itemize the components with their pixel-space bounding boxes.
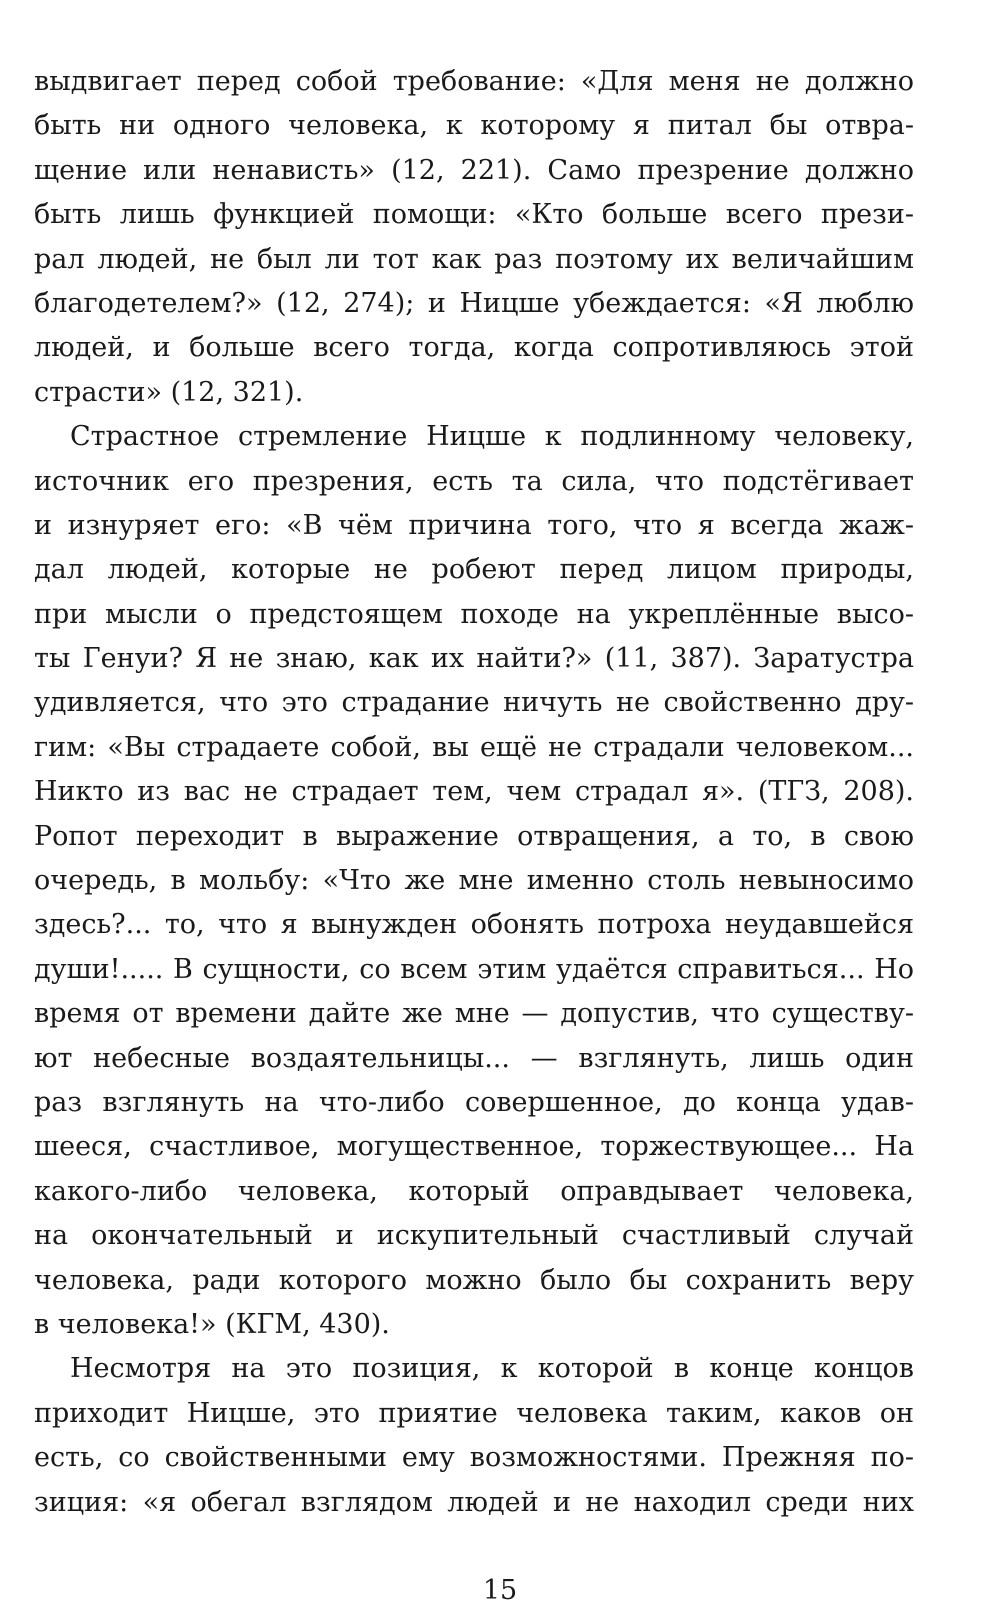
text-line: и изнуряет его: «В чём причина того, что я всегда жаж- xyxy=(34,509,914,541)
paragraph-start-line: Несмотря на это позиция, к которой в конце концов xyxy=(70,1353,914,1385)
text-line: выдвигает перед собой требование: «Для меня не должно xyxy=(34,66,914,97)
text-line: есть, со свойственными ему возможностями. Прежняя по- xyxy=(34,1442,914,1474)
text-line: быть ни одного человека, к которому я питал бы отвра- xyxy=(34,110,914,142)
text-line: дал людей, которые не робеют перед лицом природы, xyxy=(34,554,914,586)
text-line: очередь, в мольбу: «Что же мне именно столь невыносимо xyxy=(34,865,914,897)
text-line: ты Генуи? Я не знаю, как их найти?» (11, 387). Заратустра xyxy=(34,643,914,675)
paragraph-start-line: Страстное стремление Ницше к подлинному человеку, xyxy=(70,421,914,453)
text-line: ют небесные воздаятельницы... — взглянуть, лишь один xyxy=(34,1042,914,1074)
paragraph-end-line: в человека!» (КГМ, 430). xyxy=(34,1308,390,1340)
text-line: зиция: «я обегал взглядом людей и не находил среди них xyxy=(34,1486,914,1518)
text-line: источник его презрения, есть та сила, что подстёгивает xyxy=(34,465,914,497)
text-line: приходит Ницше, это приятие человека таким, каков он xyxy=(34,1397,914,1429)
text-line: щение или ненависть» (12, 221). Само презрение должно xyxy=(34,154,914,186)
text-line: время от времени дайте же мне — допустив, что существу- xyxy=(34,998,914,1030)
text-line: здесь?... то, что я вынужден обонять потроха неудавшейся xyxy=(34,909,914,941)
text-line: какого-либо человека, который оправдывает человека, xyxy=(34,1175,914,1207)
text-line: гим: «Вы страдаете собой, вы ещё не страдали человеком... xyxy=(34,731,914,763)
paragraph-end-line: страсти» (12, 321). xyxy=(34,376,304,408)
text-line: при мысли о предстоящем походе на укреплённые высо- xyxy=(34,598,914,630)
body-text xyxy=(34,60,914,1525)
text-line: Никто из вас не страдает тем, чем страдал я». (ТГЗ, 208). xyxy=(34,776,914,808)
text-line: людей, и больше всего тогда, когда сопротивляюсь этой xyxy=(34,332,914,364)
text-line: рал людей, не был ли тот как раз поэтому их величайшим xyxy=(34,243,914,275)
text-line: удивляется, что это страдание ничуть не свойственно дру- xyxy=(34,687,914,719)
text-line: человека, ради которого можно было бы сохранить веру xyxy=(34,1264,914,1296)
page-number: 15 xyxy=(482,1575,518,1606)
text-line: Ропот переходит в выражение отвращения, а то, в свою xyxy=(34,820,914,852)
text-line: благодетелем?» (12, 274); и Ницше убеждается: «Я люблю xyxy=(34,287,914,319)
text-line: души!..... В сущности, со всем этим удаётся справиться... Но xyxy=(34,953,914,985)
text-line: на окончательный и искупительный счастливый случай xyxy=(34,1220,914,1252)
text-line: быть лишь функцией помощи: «Кто больше всего прези- xyxy=(34,199,914,231)
text-line: шееся, счастливое, могущественное, торжествующее... На xyxy=(34,1131,914,1163)
text-line: раз взглянуть на что-либо совершенное, до конца удав- xyxy=(34,1086,914,1118)
